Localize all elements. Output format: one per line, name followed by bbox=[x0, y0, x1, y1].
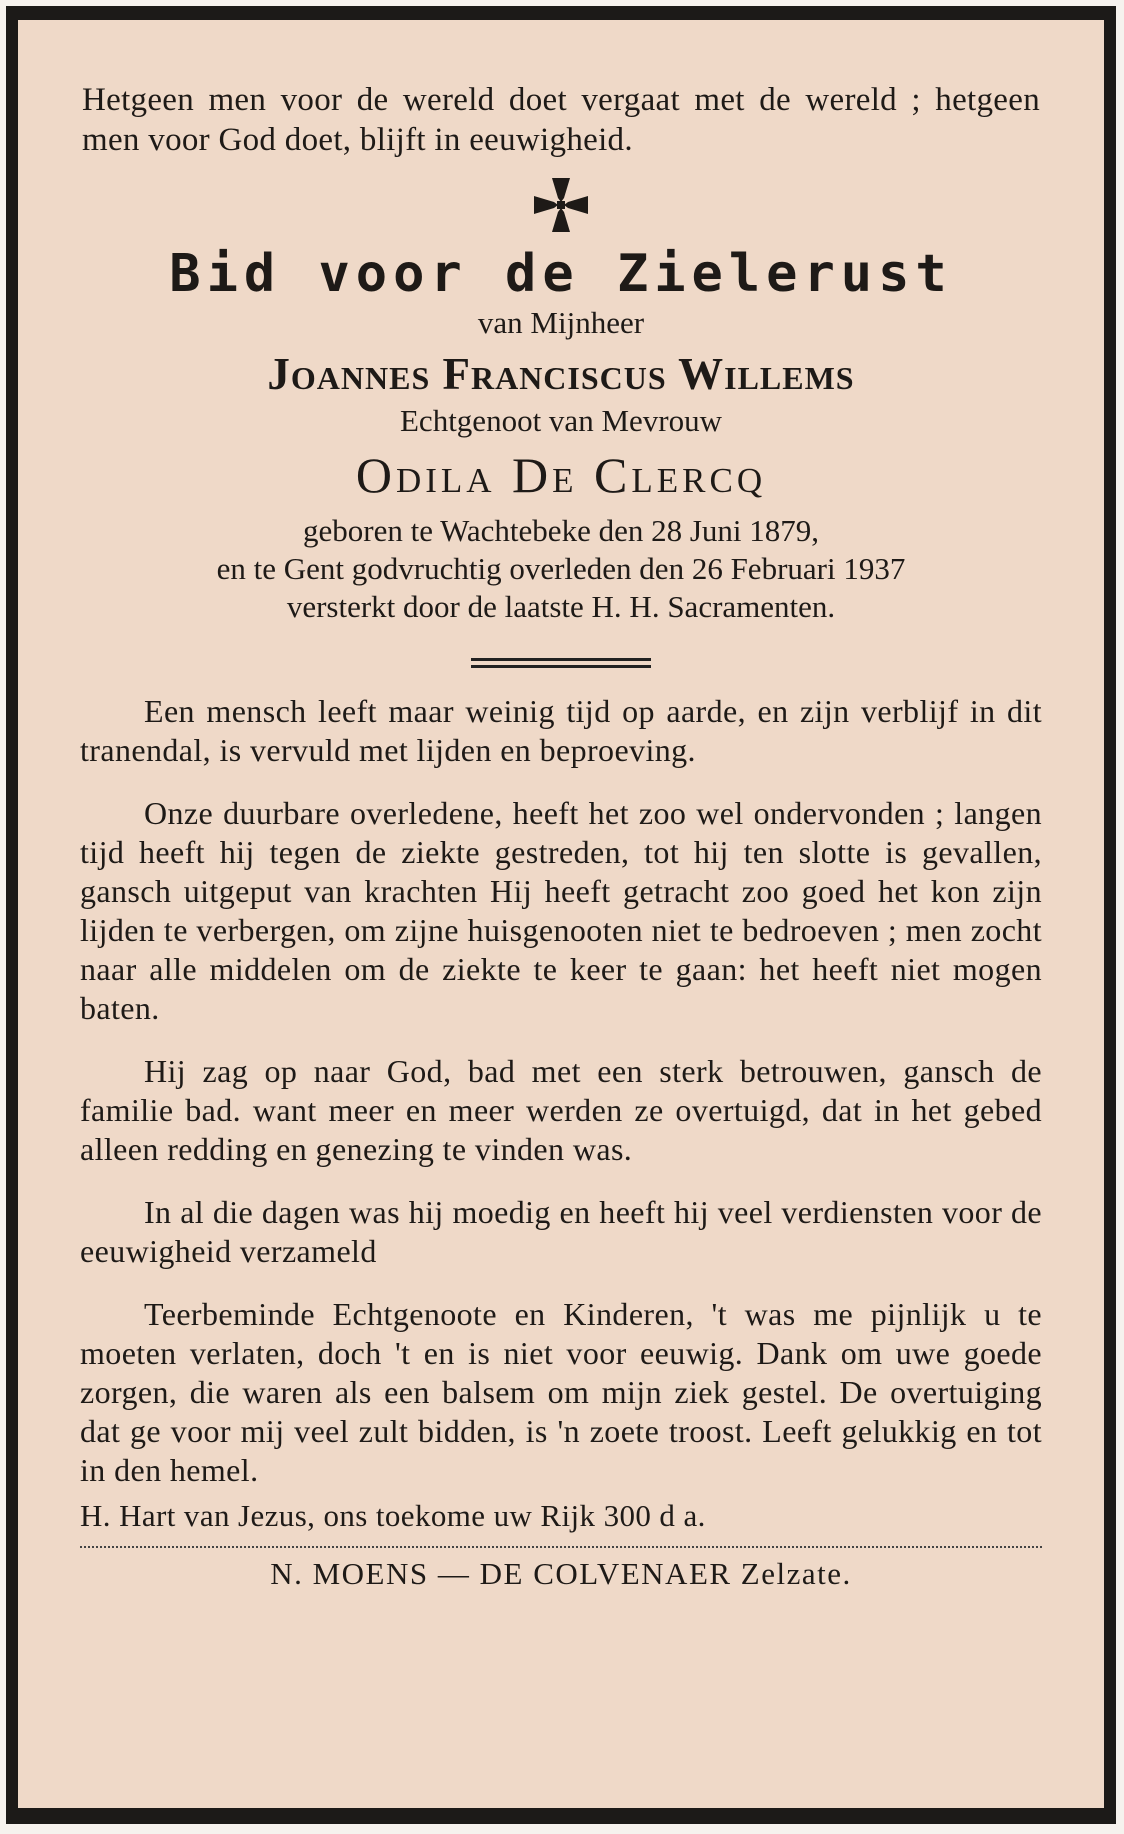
card-paper bbox=[18, 20, 1104, 1808]
double-rule-divider bbox=[471, 658, 651, 668]
sacraments-line: versterkt door de laatste H. H. Sacramenten. bbox=[286, 589, 836, 624]
paragraph-5: Teerbeminde Echtgenoote en Kinderen, 't was me pijnlijk u te moeten verlaten, doch 't en is niet voor eeuwig. Dank om uwe goede zorgen, die waren als een balsem om mijn ziek gestel. De overtuiging dat ge voor mij veel zult bidden, is 'n zoete troost. Leeft gelukkig en tot in den hemel. bbox=[80, 1296, 1042, 1488]
paragraph-2: Onze duurbare overledene, heeft het zoo wel ondervonden ; langen tijd heeft hij tegen de ziekte gestreden, tot hij ten slotte is gevallen, gansch uitgeput van krachten Hij heeft getracht zoo goed het kon zijn lijden te verbergen, om zijne huisgenooten niet te bedroeven ; men zocht naar alle middelen om de ziekte te keer te gaan: het heeft niet mogen baten. bbox=[80, 795, 1042, 1026]
deceased-name: Joannes Franciscus Willems bbox=[267, 349, 855, 399]
dotted-divider bbox=[80, 1546, 1042, 1548]
cross-pattee-icon bbox=[532, 176, 590, 234]
opening-quote: Hetgeen men voor de wereld doet vergaat met de wereld ; hetgeen men voor God doet, blijft in eeuwigheid. bbox=[82, 82, 1040, 158]
van-mijnheer: van Mijnheer bbox=[477, 305, 645, 340]
birth-line: geboren te Wachtebeke den 28 Juni 1879, bbox=[302, 513, 820, 548]
cross-container bbox=[70, 176, 1052, 236]
paragraph-1: Een mensch leeft maar weinig tijd op aarde, en zijn verblijf in dit tranendal, is vervuld met lijden en beproeving. bbox=[80, 693, 1042, 768]
memorial-card bbox=[6, 6, 1116, 1824]
paragraph-3: Hij zag op naar God, bad met een sterk betrouwen, gansch de familie bad. want meer en meer werden ze overtuigd, dat in het gebed alleen redding en genezing te vinden was. bbox=[80, 1053, 1042, 1167]
paragraph-4: In al die dagen was hij moedig en heeft hij veel verdiensten voor de eeuwigheid verzameld bbox=[80, 1194, 1042, 1269]
card-title: Bid voor de Zielerust bbox=[169, 244, 953, 304]
wife-name: Odila De Clercq bbox=[355, 447, 767, 503]
prayer-line: H. Hart van Jezus, ons toekome uw Rijk 300 d a. bbox=[80, 1498, 706, 1533]
death-line: en te Gent godvruchtig overleden den 26 Februari 1937 bbox=[216, 551, 906, 586]
printer-line: N. MOENS — DE COLVENAER Zelzate. bbox=[270, 1556, 852, 1591]
echtgenoot-line: Echtgenoot van Mevrouw bbox=[400, 403, 722, 438]
